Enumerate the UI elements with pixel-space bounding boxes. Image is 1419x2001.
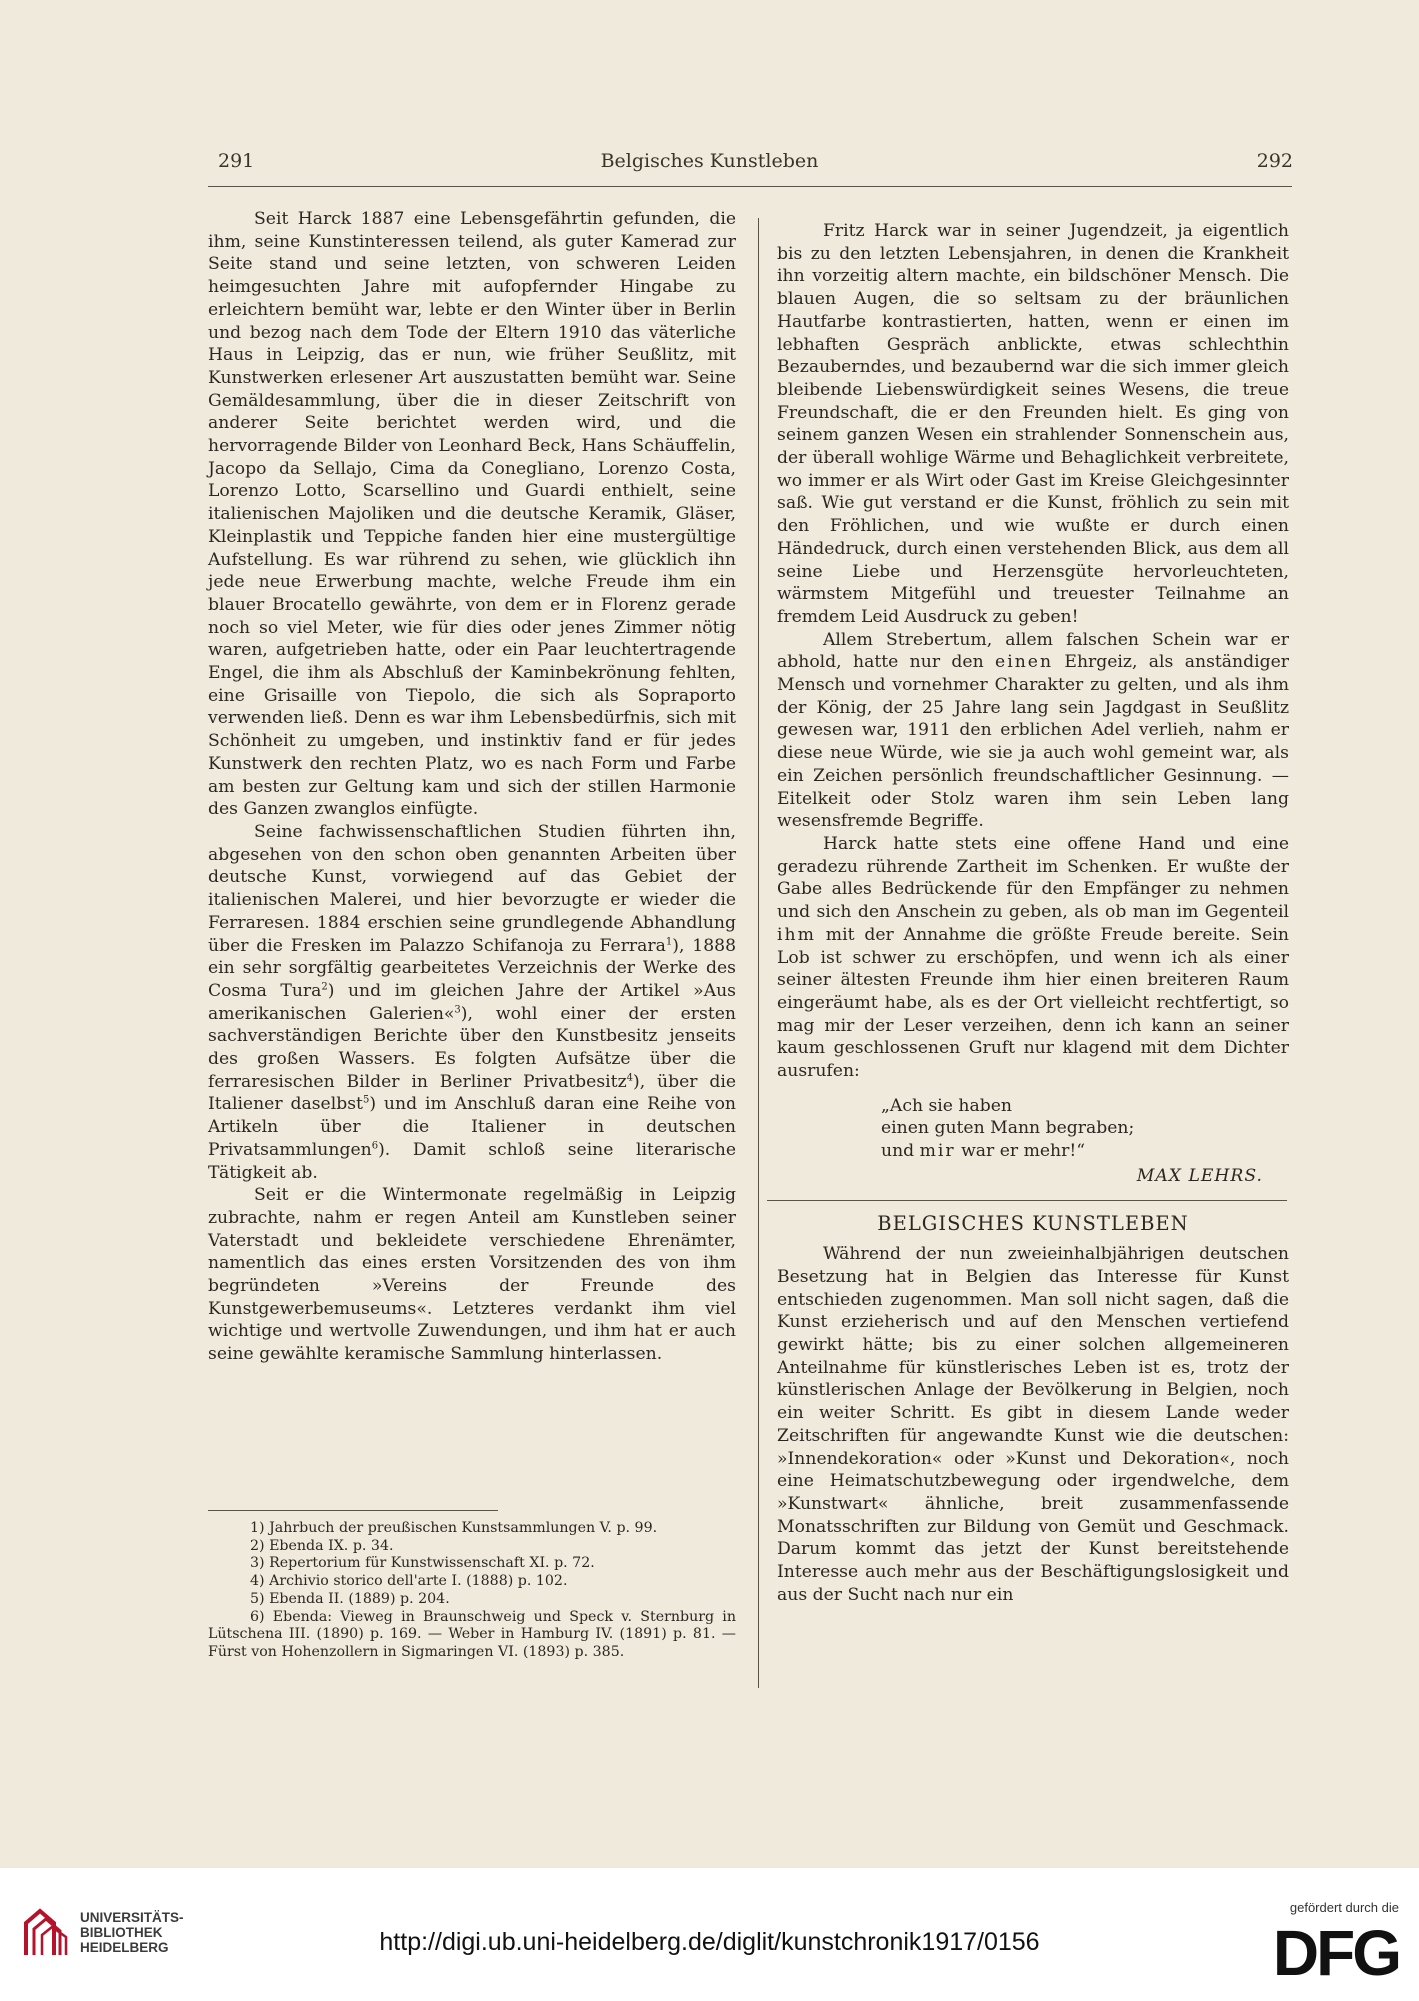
right-column	[777, 220, 1289, 1606]
paragraph: Allem Strebertum, allem falschen Schein war er abhold, hatte nur den einen Ehrgeiz, als anständiger Mensch und vornehmer Charakter zu gelten, und als ihm der König, der 25 Jahre lang sein Jagdgast in Seußlitz gewesen war, 1911 den erblichen Adel verlieh, nahm er diese neue Würde, wie sie ja auch wohl gemeint war, als ein Zeichen persönlich freundschaftlicher Gesinnung. — Eitelkeit oder Stolz waren ihm sein Leben lang wesensfremde Begriffe.	[777, 629, 1289, 832]
paragraph: Seit Harck 1887 eine Lebensgefährtin gefunden, die ihm, seine Kunstinteressen teilend, als guter Kamerad zur Seite stand und seine letzten, von schweren Leiden heimgesuchten Jahre mit aufopfernder Hingabe zu erleichtern bemüht war, lebte er den Winter über in Berlin und bezog nach dem Tode der Eltern 1910 das väterliche Haus in Leipzig, das er nun, wie früher Seußlitz, mit Kunstwerken erlesener Art auszustatten bemüht war. Seine Gemäldesammlung, über die in dieser Zeitschrift von anderer Seite berichtet werden wird, und die hervorragende Bilder von Leonhard Beck, Hans Schäuffelin, Jacopo da Sellajo, Cima da Conegliano, Lorenzo Costa, Lorenzo Lotto, Scarsellino und Guardi enthielt, seine italienischen Majoliken und die deutsche Keramik, Gläser, Kleinplastik und Teppiche fanden hier eine mustergültige Aufstellung. Es war rührend zu sehen, wie glücklich ihn jede neue Erwerbung machte, welche Freude ihm ein blauer Brocatello gewährte, von dem er in Florenz gerade noch so viel Meter, wie für dies oder jenes Zimmer nötig waren, aufgetrieben hatte, oder ein Paar leuchtertragende Engel, die ihm als Abschluß der Kaminbekrönung fehlten, eine Grisaille von Tiepolo, die sich als Sopraporto verwenden ließ. Denn es war ihm Lebensbedürfnis, sich mit Schönheit zu umgeben, und instinktiv fand er für jedes Kunstwerk den rechten Platz, wo es nach Form und Farbe am besten zur Geltung kam und sich der stillen Harmonie des Ganzen zwanglos einfügte.	[208, 209, 736, 820]
footnotes	[208, 1520, 736, 1662]
footnote-ref: 2	[321, 981, 328, 993]
verse-quote	[881, 1095, 1289, 1163]
verse-line: einen guten Mann begraben;	[881, 1118, 1135, 1139]
permalink-url[interactable]: http://digi.ub.uni-heidelberg.de/diglit/kunstchronik1917/0156	[379, 1928, 1040, 1956]
paragraph: Fritz Harck war in seiner Jugendzeit, ja eigentlich bis zu den letzten Lebensjahren, in denen die Krankheit ihn vorzeitig altern machte, ein bildschöner Mensch. Die blauen Augen, die so seltsam zu der bräunlichen Hautfarbe kontrastierten, hatten, wenn er einen im lebhaften Gespräch anblickte, etwas schlechthin Bezauberndes, und bezaubernd war die sich immer gleich bleibende Liebenswürdigkeit seines Wesens, die treue Freundschaft, die er den Freunden hielt. Es ging von seinem ganzen Wesen ein strahlender Sonnenschein aus, der überall wohlige Wärme und Behaglichkeit verbreitete, wo immer er als Wirt oder Gast im Kreise Gleichgesinnter saß. Wie gut verstand er die Kunst, fröhlich zu sein mit den Fröhlichen, und wie wußte er durch einen Händedruck, durch einen verstehenden Blick, aus dem all seine Liebe und Herzensgüte hervorleuchteten, wärmstem Mitgefühl und treuester Teilnahme an fremdem Leid Ausdruck zu geben!	[777, 221, 1289, 627]
section-rule	[767, 1200, 1287, 1201]
section-title: BELGISCHES KUNSTLEBEN	[877, 1211, 1189, 1235]
emphasis: ihm	[777, 924, 816, 945]
verse-line: und mir war er mehr!“	[881, 1141, 1086, 1162]
footnote: 3) Repertorium für Kunstwissenschaft XI. p. 72.	[250, 1555, 595, 1572]
library-logo-text: UNIVERSITÄTS- BIBLIOTHEK HEIDELBERG	[80, 1910, 184, 1955]
paragraph: Seine fachwissenschaftlichen Studien führten ihn, abgesehen von den schon oben genannten Arbeiten über deutsche Kunst, vorwiegend auf das Gebiet der italienischen Malerei, und hier bevorzugte er wieder die Ferraresen. 1884 erschien seine grundlegende Abhandlung über die Fresken im Palazzo Schifanoja zu Ferrara$^1$), 1888 ein sehr sorgfältig gearbeitetes Verzeichnis der Werke des Cosma Tura$^2$) und im gleichen Jahre der Artikel »Aus amerikanischen Galerien«$^3$), wohl einer der ersten sachverständigen Berichte über den Kunstbesitz jenseits des großen Wassers. Es folgten Aufsätze über die ferraresischen Bilder in Berliner Privatbesitz$^4$), über die Italiener daselbst$^5$) und im Anschluß daran eine Reihe von Artikeln über die Italiener in deutschen Privatsammlungen$^6$). Damit schloß seine literarische Tätigkeit ab.	[208, 821, 736, 1183]
author-signature: MAX LEHRS.	[1136, 1165, 1263, 1186]
footnote-ref: 1	[665, 935, 673, 947]
footnote-ref: 3	[454, 1003, 461, 1015]
footnote-rule	[208, 1510, 498, 1511]
verse-line: „Ach sie haben	[881, 1095, 1012, 1116]
footnote-ref: 5	[362, 1094, 370, 1106]
paragraph: Seit er die Wintermonate regelmäßig in Leipzig zubrachte, nahm er regen Anteil am Kunstleben seiner Vaterstadt und bekleidete verschiedene Ehrenämter, namentlich das eines ersten Vorsitzenden des von ihm begründeten »Vereins der Freunde des Kunstgewerbemuseums«. Letzteres verdankt ihm viel wichtige und wertvolle Zuwendungen, und ihm hat er auch seine gewählte keramische Sammlung hinterlassen.	[208, 1185, 736, 1365]
paragraph: Harck hatte stets eine offene Hand und eine geradezu rührende Zartheit im Schenken. Er wußte der Gabe alles Bedrückende für den Empfänger zu nehmen und sich den Anschein zu geben, als ob man im Gegenteil ihm mit der Annahme die größte Freude bereite. Sein Lob ist schwer zu erschöpfen, und wenn ich als einer seiner ältesten Freunde ihm hier einen breiteren Raum eingeräumt habe, als es der Ort vielleicht rechtfertigt, so mag mir der Leser verzeihen, denn ich kann an seiner kaum geschlossenen Gruft nur klagend mit dem Dichter ausrufen:	[777, 833, 1289, 1082]
running-title: Belgisches Kunstleben	[600, 150, 819, 172]
emphasis: einen	[995, 652, 1054, 673]
column-divider	[758, 218, 759, 1688]
funding-label: gefördert durch die	[1289, 1900, 1399, 1915]
page-number-right: 292	[1256, 150, 1293, 172]
footnote: 2) Ebenda IX. p. 34.	[250, 1537, 394, 1554]
left-column	[208, 208, 736, 1366]
footnote-ref: 6	[371, 1140, 379, 1152]
paragraph: Während der nun zweieinhalbjährigen deutschen Besetzung hat in Belgien das Interesse für Kunst entschieden zugenommen. Man soll nicht sagen, daß die Kunst erzieherisch und auf den Menschen vertiefend gewirkt hätte; bis zu einer solchen allgemeineren Anteilnahme für künstlerisches Leben ist es, trotz der künstlerischen Anlage der Bevölkerung in Belgien, noch ein weiter Schritt. Es gibt in diesem Lande weder Zeitschriften für angewandte Kunst wie die deutschen: »Innendekoration« oder »Kunst und Dekoration«, noch eine Heimatschutzbewegung oder irgendwelche, dem »Kunstwart« ähnliche, breit zusammenfassende Monatsschriften zur Bildung von Gemüt und Geschmack. Darum kommt das jetzt der Kunst bereitstehende Interesse auch mehr aus der Beschäftigungslosigkeit und aus der Sucht nach nur ein	[777, 1244, 1289, 1605]
header-rule	[208, 186, 1292, 187]
footnote-ref: 4	[626, 1071, 634, 1083]
dfg-logo: DFG	[1272, 1917, 1399, 1989]
footnote: 5) Ebenda II. (1889) p. 204.	[250, 1590, 450, 1607]
footnote: 4) Archivio storico dell'arte I. (1888) p. 102.	[250, 1573, 568, 1590]
footnote: 1) Jahrbuch der preußischen Kunstsammlungen V. p. 99.	[250, 1520, 658, 1536]
footnote: 6) Ebenda: Vieweg in Braunschweig und Speck v. Sternburg in Lütschena III. (1890) p. 169. — Weber in Hamburg IV. (1891) p. 81. — Fürst von Hohenzollern in Sigmaringen VI. (1893) p. 385.	[208, 1608, 736, 1660]
page-number-left: 291	[218, 150, 255, 172]
